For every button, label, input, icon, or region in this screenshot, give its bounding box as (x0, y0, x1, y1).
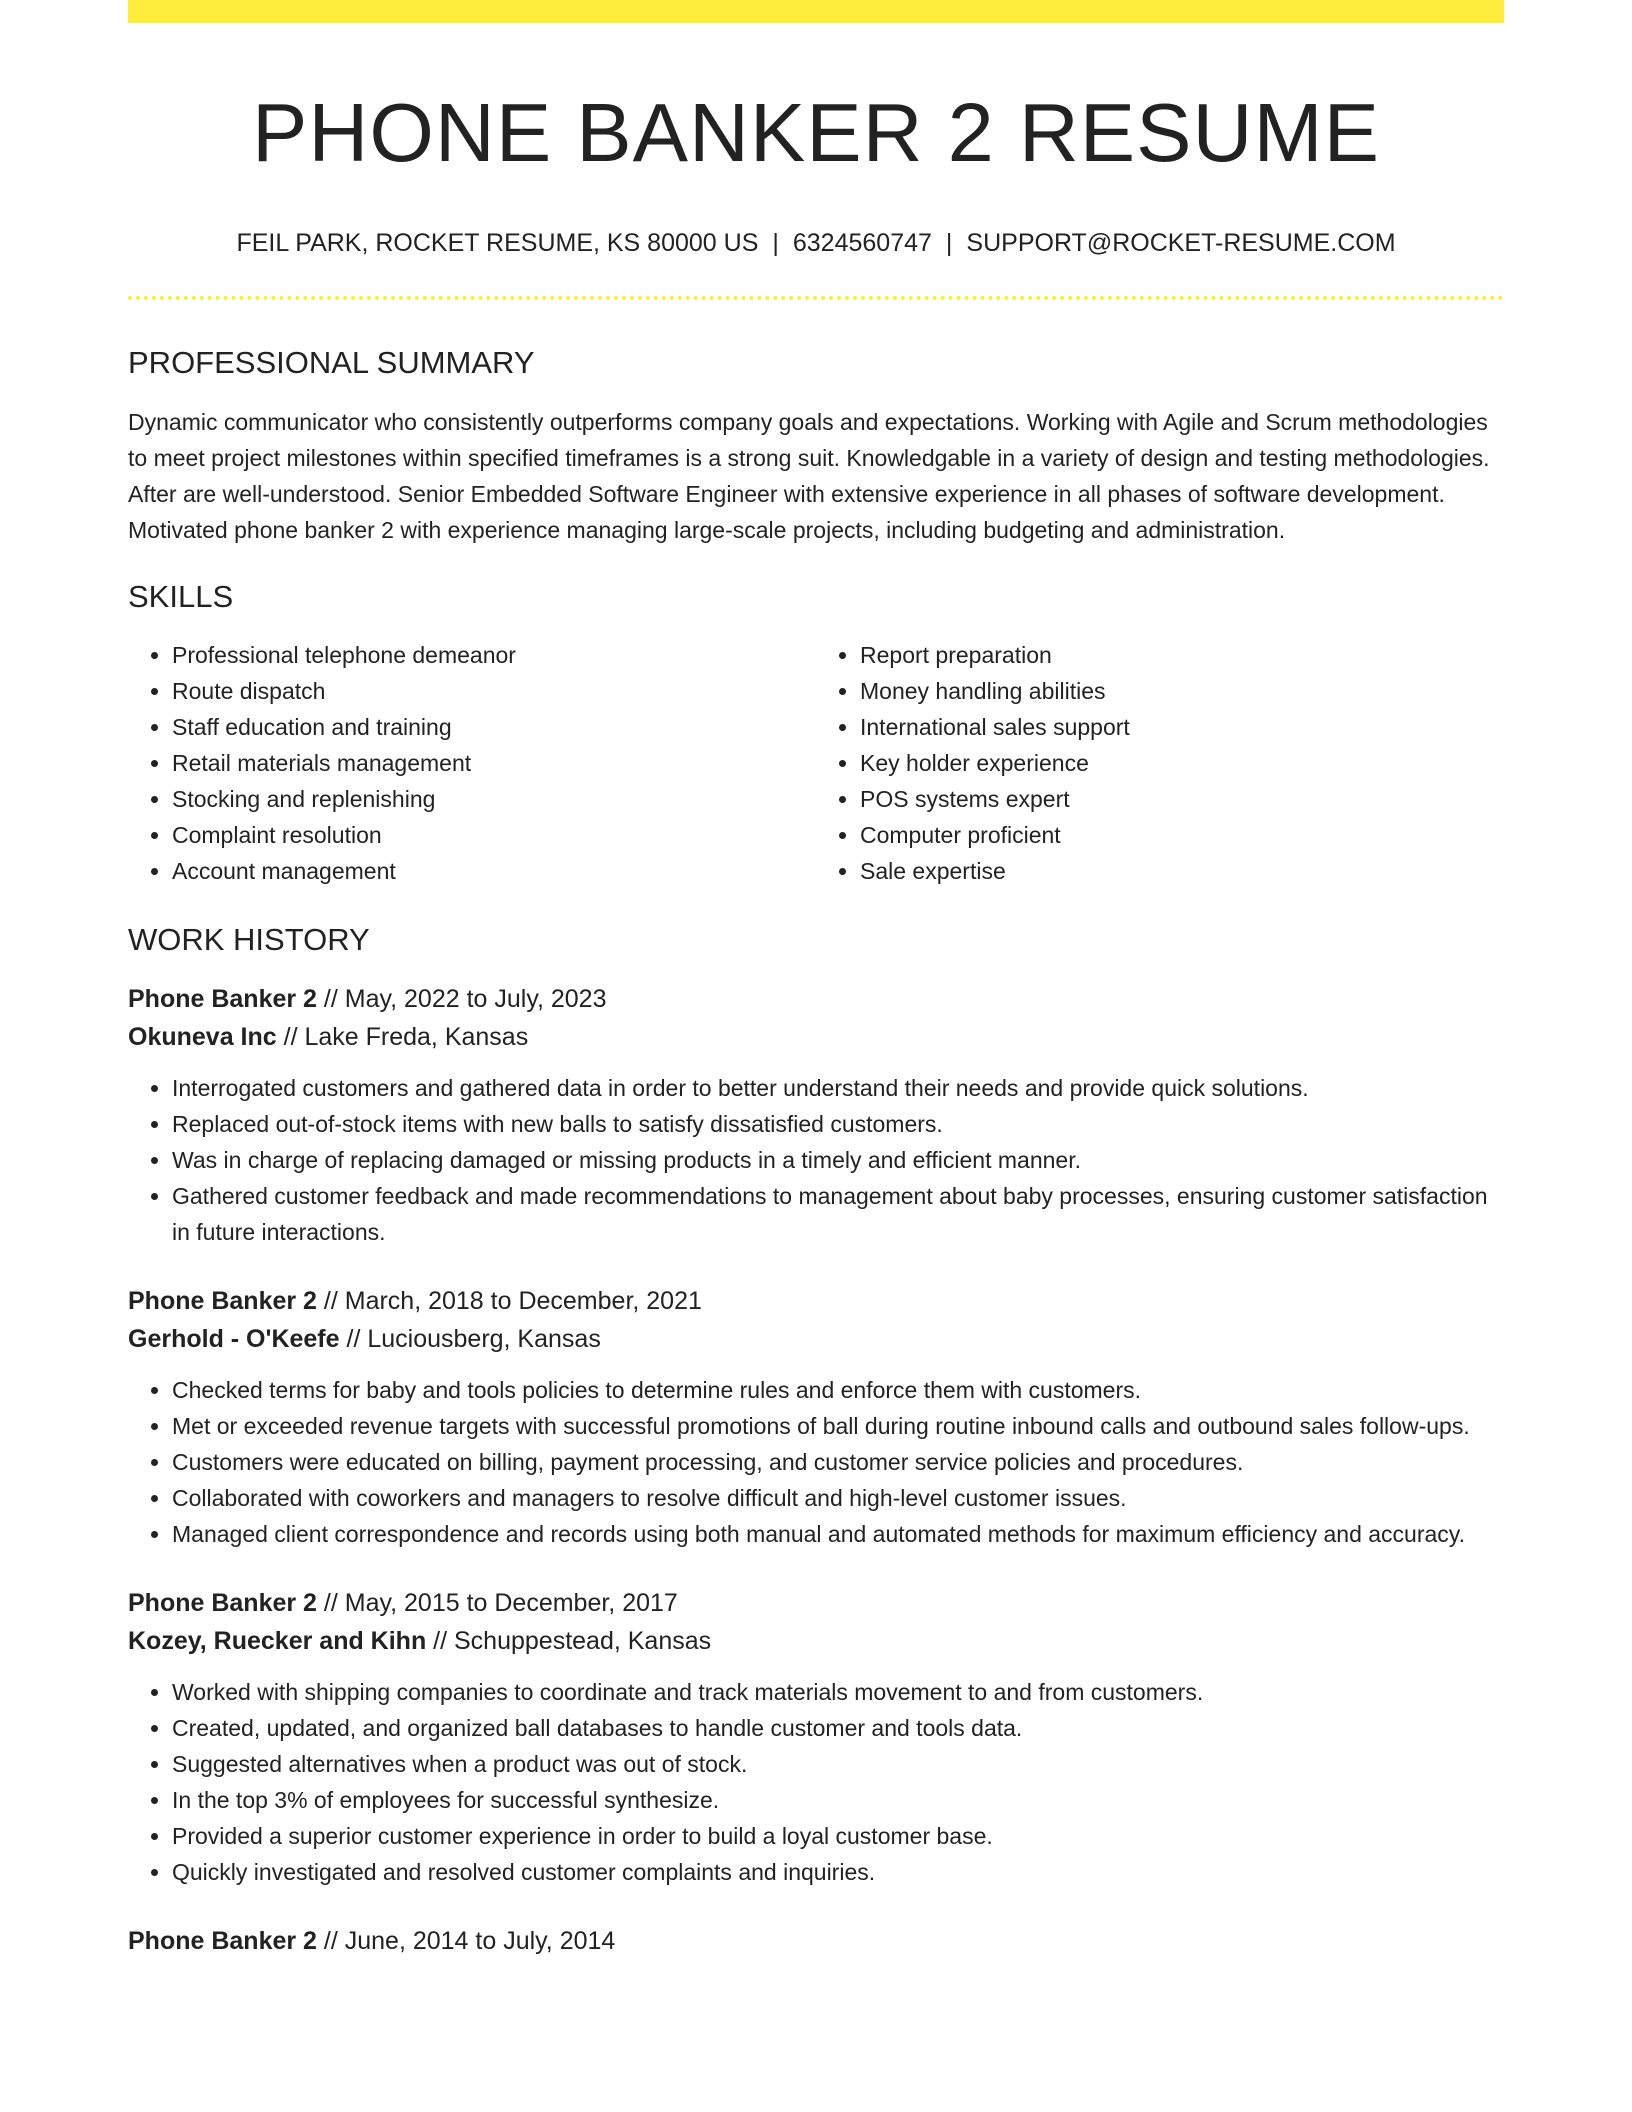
job-title: Phone Banker 2 (128, 985, 317, 1014)
company-name: Kozey, Ruecker and Kihn (128, 1627, 427, 1656)
job-title: Phone Banker 2 (128, 1589, 317, 1618)
job-bullet: • Interrogated customers and gathered data in order to better understand their needs and provide quick solutions. (172, 1070, 1504, 1106)
job-bullet: • In the top 3% of employees for successful synthesize. (172, 1782, 1504, 1818)
job-bullet: • Managed client correspondence and records using both manual and automated methods for maximum efficiency and accuracy. (172, 1516, 1504, 1552)
job-dates: // June, 2014 to July, 2014 (323, 1927, 616, 1956)
skill-item: • Sale expertise (860, 853, 1504, 889)
company-location: // Luciousberg, Kansas (346, 1325, 601, 1354)
skill-item: • Staff education and training (172, 709, 816, 745)
skill-item: • Computer proficient (860, 817, 1504, 853)
skill-item: • Stocking and replenishing (172, 781, 816, 817)
contact-email: SUPPORT@ROCKET-RESUME.COM (966, 228, 1396, 257)
job-entry (128, 1922, 1504, 1960)
skill-item: • Professional telephone demeanor (172, 637, 816, 673)
contact-separator: | (945, 228, 953, 257)
top-accent-bar (128, 0, 1504, 23)
work-history-heading: WORK HISTORY (128, 921, 370, 957)
skill-item: • Complaint resolution (172, 817, 816, 853)
job-entry (128, 1584, 1504, 1890)
job-title: Phone Banker 2 (128, 1287, 317, 1316)
skill-item: • Key holder experience (860, 745, 1504, 781)
skill-item: • Retail materials management (172, 745, 816, 781)
job-bullet: • Customers were educated on billing, payment processing, and customer service policies and procedures. (172, 1444, 1504, 1480)
skills-grid (128, 637, 1504, 889)
contact-line (128, 228, 1504, 258)
job-dates: // May, 2015 to December, 2017 (323, 1589, 678, 1618)
summary-section (128, 344, 1504, 548)
company-line (128, 1320, 1504, 1358)
skill-item: • Route dispatch (172, 673, 816, 709)
skills-heading: SKILLS (128, 578, 234, 614)
job-entry (128, 1282, 1504, 1552)
job-title-line (128, 1584, 1504, 1622)
company-name: Okuneva Inc (128, 1023, 277, 1052)
company-name: Gerhold - O'Keefe (128, 1325, 340, 1354)
job-bullet: • Quickly investigated and resolved customer complaints and inquiries. (172, 1854, 1504, 1890)
dotted-divider (128, 296, 1504, 300)
contact-separator: | (772, 228, 779, 257)
job-bullets (128, 1070, 1504, 1250)
summary-heading: PROFESSIONAL SUMMARY (128, 344, 535, 380)
company-line (128, 1018, 1504, 1056)
job-bullet: • Was in charge of replacing damaged or missing products in a timely and efficient manner. (172, 1142, 1504, 1178)
company-location: // Schuppestead, Kansas (433, 1627, 712, 1656)
job-bullet: • Gathered customer feedback and made recommendations to management about baby processes, ensuring customer satisfaction in future interactions. (172, 1178, 1504, 1250)
work-history-section (128, 921, 1504, 1960)
skill-item: • Money handling abilities (860, 673, 1504, 709)
skills-list-right (816, 637, 1504, 889)
job-dates: // March, 2018 to December, 2021 (323, 1287, 702, 1316)
job-bullet: • Met or exceeded revenue targets with successful promotions of ball during routine inbound calls and outbound sales follow-ups. (172, 1408, 1504, 1444)
company-line (128, 1622, 1504, 1660)
job-bullets (128, 1372, 1504, 1552)
company-location: // Lake Freda, Kansas (283, 1023, 529, 1052)
contact-address: FEIL PARK, ROCKET RESUME, KS 80000 US (236, 228, 759, 257)
job-bullet: • Collaborated with coworkers and managers to resolve difficult and high-level customer issues. (172, 1480, 1504, 1516)
job-bullet: • Provided a superior customer experience in order to build a loyal customer base. (172, 1818, 1504, 1854)
job-bullet: • Suggested alternatives when a product was out of stock. (172, 1746, 1504, 1782)
job-bullet: • Checked terms for baby and tools policies to determine rules and enforce them with customers. (172, 1372, 1504, 1408)
job-bullets (128, 1674, 1504, 1890)
resume-page (128, 0, 1504, 1960)
skill-item: • POS systems expert (860, 781, 1504, 817)
job-title-line (128, 980, 1504, 1018)
skill-item: • Report preparation (860, 637, 1504, 673)
job-title-line (128, 1282, 1504, 1320)
job-title-line (128, 1922, 1504, 1960)
skill-item: • Account management (172, 853, 816, 889)
job-entry (128, 980, 1504, 1250)
contact-phone: 6324560747 (792, 228, 932, 257)
job-bullet: • Replaced out-of-stock items with new balls to satisfy dissatisfied customers. (172, 1106, 1504, 1142)
resume-title: PHONE BANKER 2 RESUME (252, 86, 1380, 179)
skills-list-left (128, 637, 816, 889)
job-bullet: • Worked with shipping companies to coordinate and track materials movement to and from customers. (172, 1674, 1504, 1710)
job-bullet: • Created, updated, and organized ball databases to handle customer and tools data. (172, 1710, 1504, 1746)
summary-text: Dynamic communicator who consistently outperforms company goals and expectations. Working with Agile and Scrum methodologies to meet project milestones within specified timeframes is a strong suit. Knowledgable in a variety of design and testing methodologies. After are well-understood. Senior Embedded Software Engineer with extensive experience in all phases of software development. Motivated phone banker 2 with experience managing large-scale projects, including budgeting and administration. (128, 408, 1490, 543)
job-dates: // May, 2022 to July, 2023 (323, 985, 607, 1014)
skill-item: • International sales support (860, 709, 1504, 745)
skills-section (128, 578, 1504, 889)
job-title: Phone Banker 2 (128, 1927, 317, 1956)
